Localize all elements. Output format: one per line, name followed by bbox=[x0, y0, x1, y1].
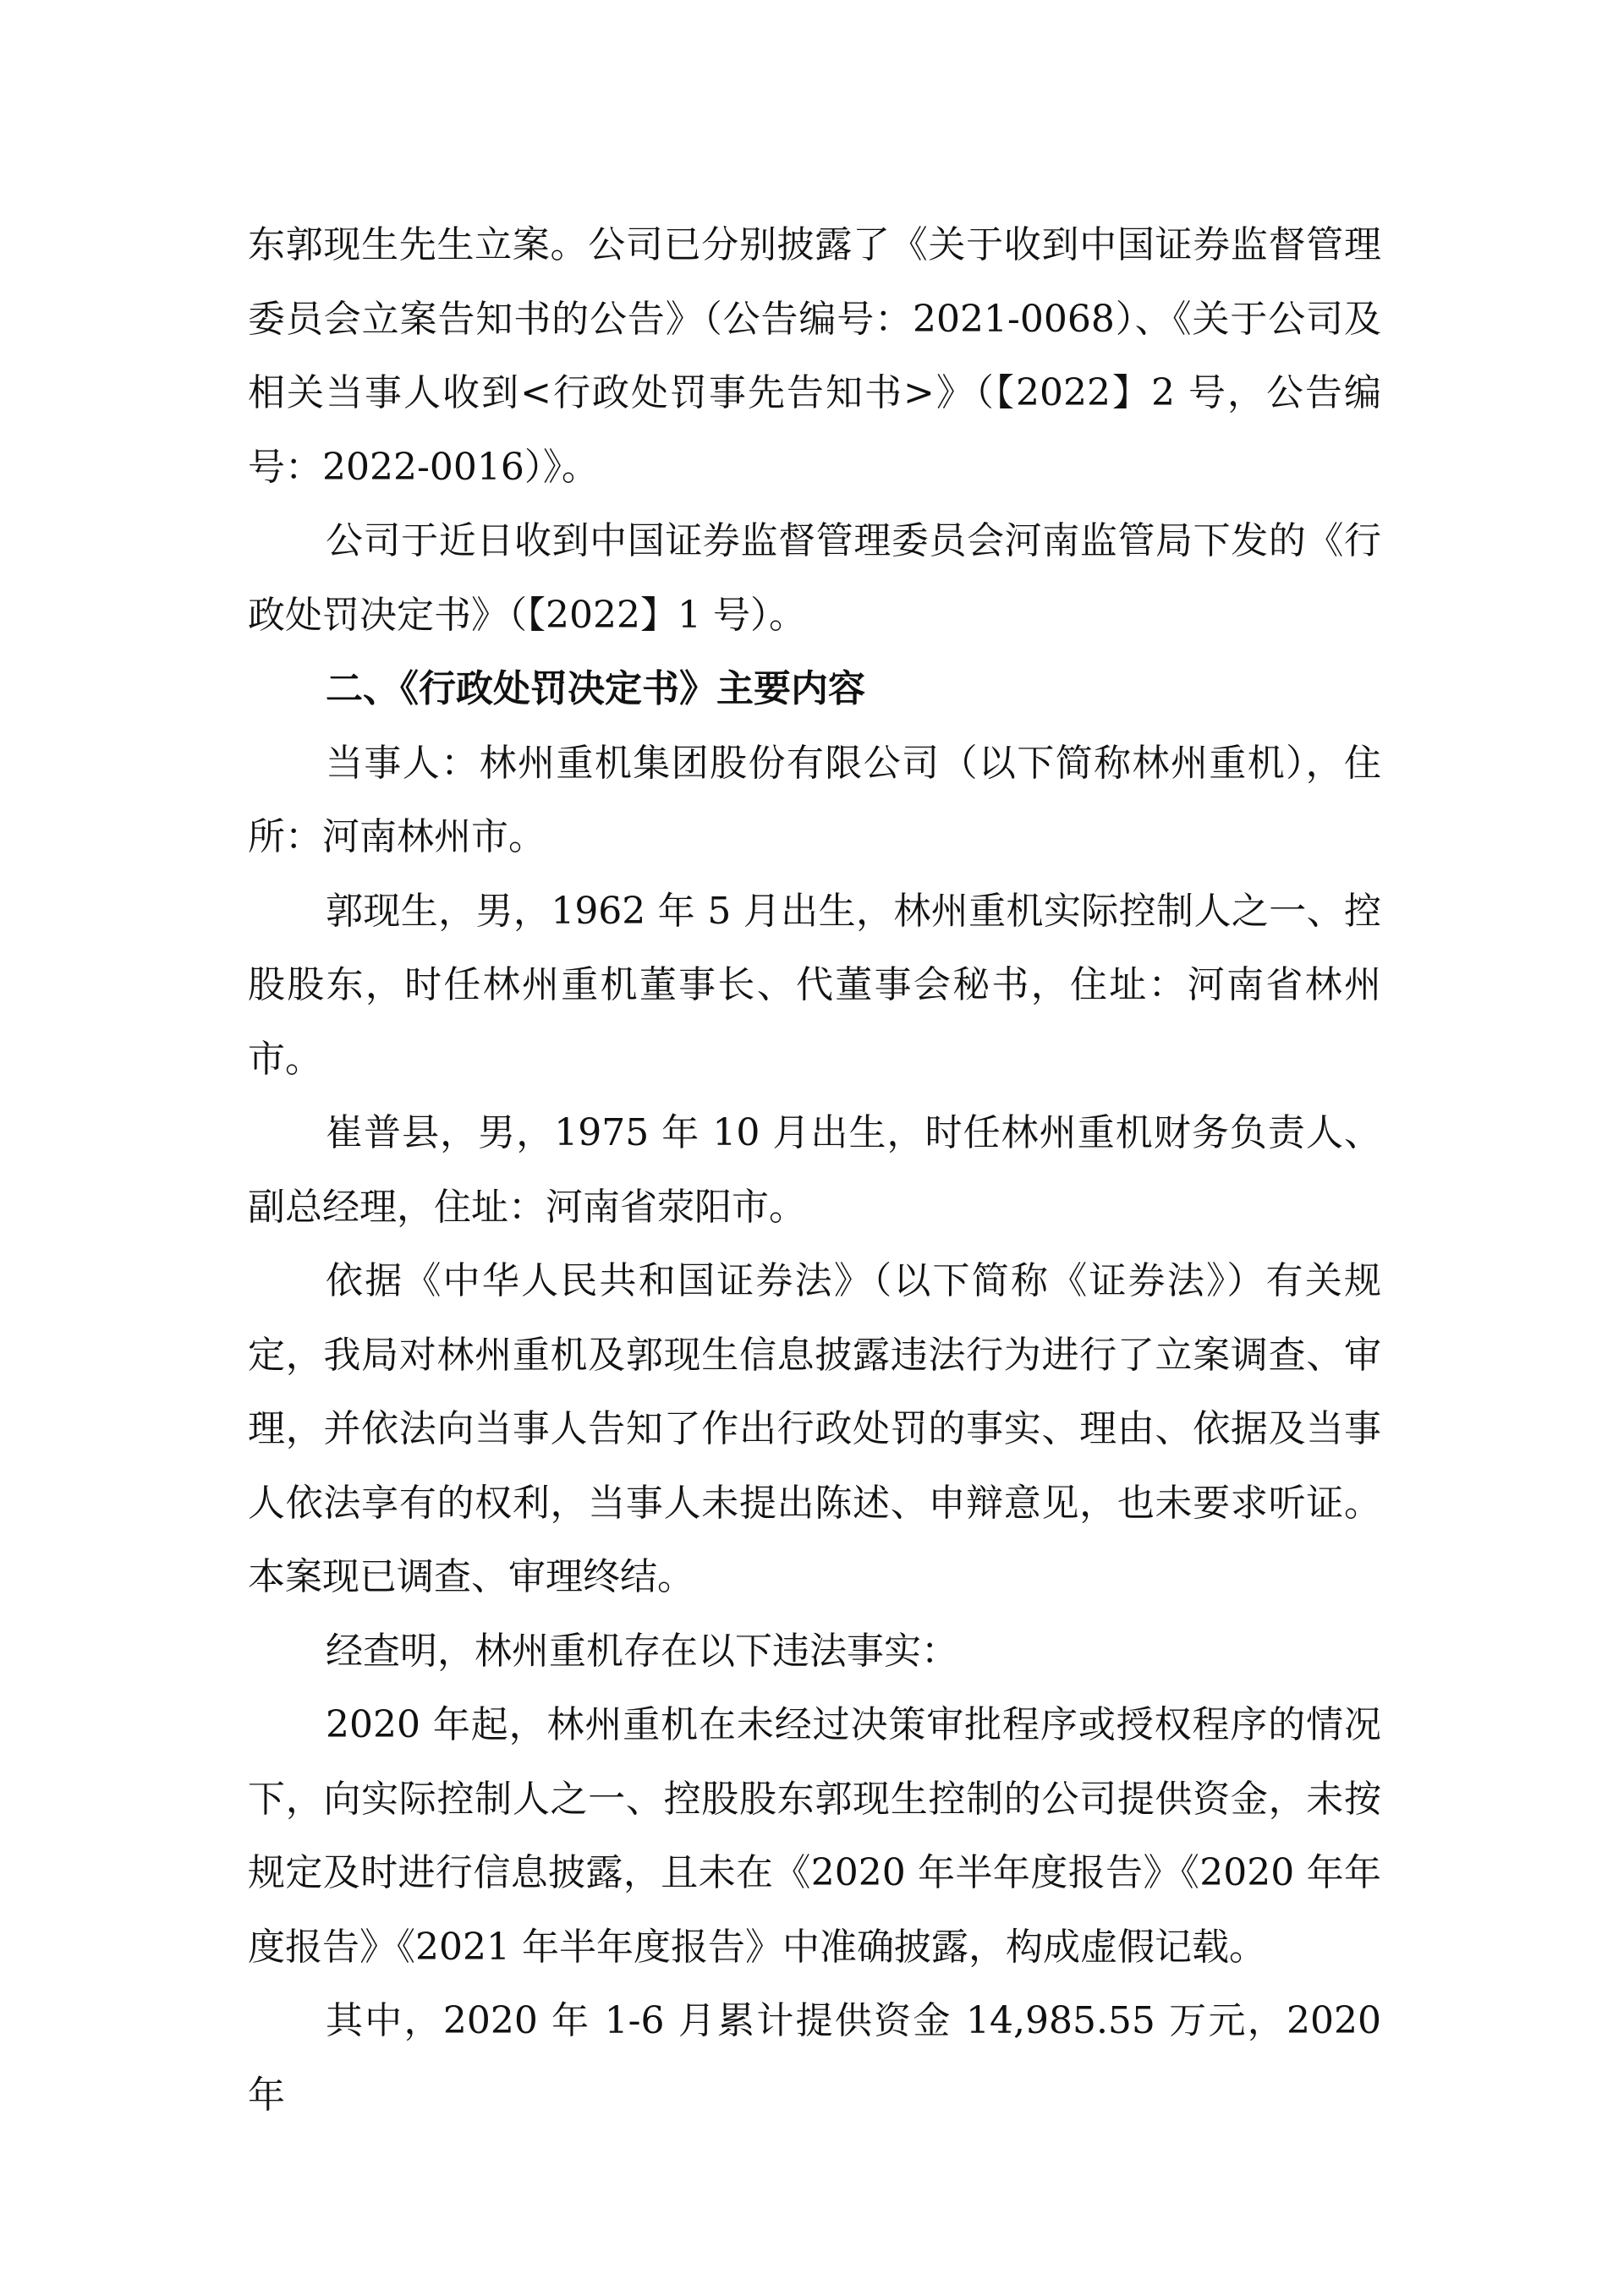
paragraph-party-cui: 崔普县，男，1975 年 10 月出生，时任林州重机财务负责人、副总经理，住址：河南省荥阳市。 bbox=[248, 1111, 1381, 1229]
paragraph-decision-received: 公司于近日收到中国证券监督管理委员会河南监管局下发的《行政处罚决定书》（【2022】1 号）。 bbox=[248, 519, 1381, 637]
paragraph-funding-amount: 其中，2020 年 1-6 月累计提供资金 14,985.55 万元，2020 年 bbox=[248, 1999, 1381, 2117]
paragraph-findings-intro: 经查明，林州重机存在以下违法事实： bbox=[326, 1629, 958, 1673]
paragraph-party-company: 当事人：林州重机集团股份有限公司（以下简称林州重机），住所：河南林州市。 bbox=[248, 741, 1381, 858]
section-heading-main-content: 二、《行政处罚决定书》主要内容 bbox=[326, 667, 865, 710]
document-body bbox=[248, 208, 1381, 2132]
paragraph-case-filing-disclosure: 东郭现生先生立案。公司已分别披露了《关于收到中国证券监督管理委员会立案告知书的公告》（公告编号：2021-0068）、《关于公司及相关当事人收到<行政处罚事先告知书>》（【2022】2 号，公告编号：2022-0016）》。 bbox=[248, 223, 1381, 489]
paragraph-legal-basis: 依据《中华人民共和国证券法》（以下简称《证券法》）有关规定，我局对林州重机及郭现生信息披露违法行为进行了立案调查、审理，并依法向当事人告知了作出行政处罚的事实、理由、依据及当事人依法享有的权利，当事人未提出陈述、申辩意见，也未要求听证。本案现已调查、审理终结。 bbox=[248, 1259, 1381, 1598]
paragraph-violation-facts: 2020 年起，林州重机在未经过决策审批程序或授权程序的情况下，向实际控制人之一、控股股东郭现生控制的公司提供资金，未按规定及时进行信息披露，且未在《2020 年半年度报告》《2020 年年度报告》《2021 年半年度报告》中准确披露，构成虚假记载。 bbox=[248, 1703, 1381, 1969]
paragraph-party-guo: 郭现生，男，1962 年 5 月出生，林州重机实际控制人之一、控股股东，时任林州重机董事长、代董事会秘书，住址：河南省林州市。 bbox=[248, 889, 1381, 1081]
